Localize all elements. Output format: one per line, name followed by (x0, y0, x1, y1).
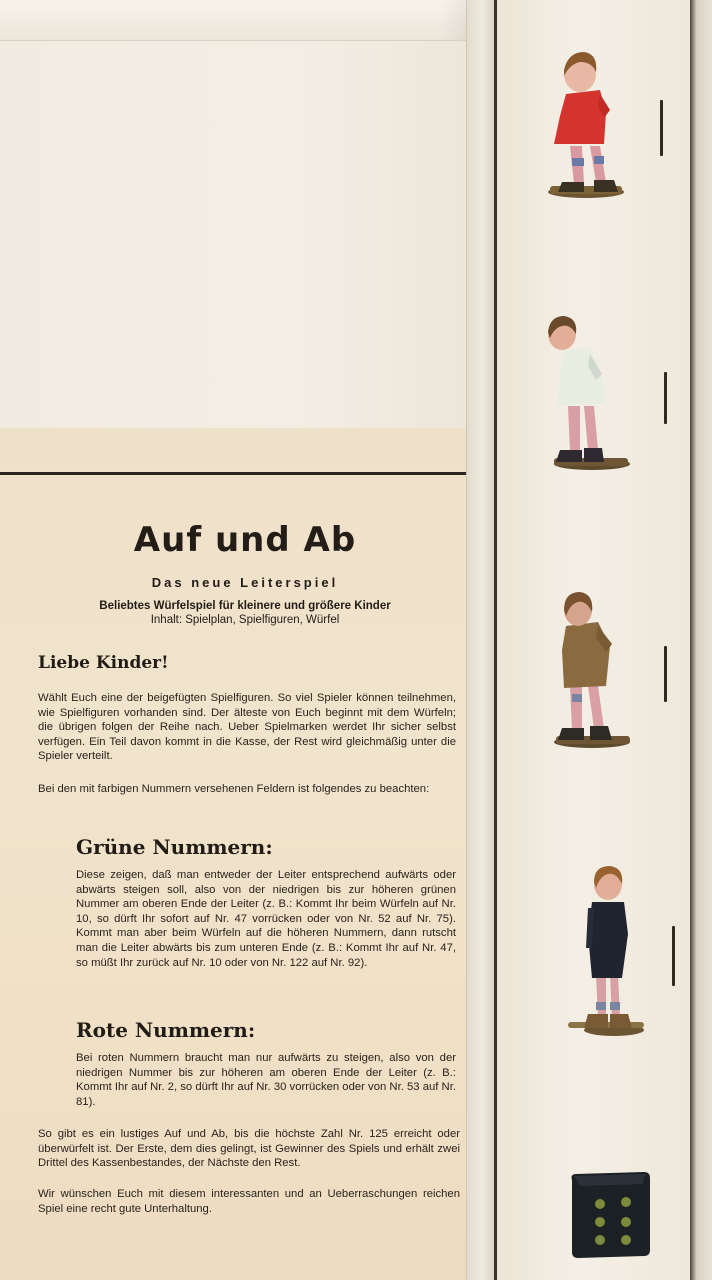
tray-slit (672, 926, 675, 986)
colored-fields-note: Bei den mit farbigen Nummern versehenen Feldern ist folgendes zu beachten: (38, 783, 430, 795)
tray-slit (660, 100, 663, 156)
closing-paragraph: So gibt es ein lustiges Auf und Ab, bis die höchste Zahl Nr. 125 erreicht oder überwürfelt ist. Der Erste, dem dies gelingt, ist Gewinner des Spiels und erhält zwei Drittel des Kassenbestandes, der Nächste den Rest. (38, 1128, 460, 1170)
boy-dark-outfit-icon (566, 864, 646, 1040)
game-tagline: Beliebtes Würfelspiel für kleinere und größere Kinder (99, 600, 391, 612)
green-numbers-heading: Grüne Nummern: (76, 835, 273, 859)
lid-top-edge (0, 0, 492, 41)
red-numbers-text: Bei roten Nummern braucht man nur aufwärts zu steigen, also von der niedrigen Nummer bis zur höheren am oberen Ende der Leiter (z. B.: Kommt Ihr auf Nr. 2, so dürft Ihr auf Nr. 30 vorrücken oder von Nr. 53 auf Nr. 81). (76, 1052, 456, 1108)
closing-wish: Wir wünschen Euch mit diesem interessanten und an Ueberraschungen reichen Spiel eine recht gute Unterhaltung. (38, 1188, 460, 1215)
green-numbers-text: Diese zeigen, daß man entweder der Leiter entsprechend aufwärts oder abwärts steigen soll, also von der niedrigen bis zur höheren grünen Nummer am oberen Ende der Leiter (z. B.: Kommt Ihr beim Würfeln auf Nr. 10, so dürft Ihr sofort auf Nr. 47 vorrücken oder von Nr. 52 auf Nr. 75). Kommt man aber beim Würfeln auf die höheren Nummern, dann rutscht man die Leiter abwärts bis zum unteren Ende (z. B.: Kommt Ihr auf Nr. 47, so müßt Ihr zurück auf Nr. 10 oder von Nr. 122 auf Nr. 92). (76, 869, 456, 969)
greeting-heading: Liebe Kinder! (38, 653, 169, 673)
tray-divider (494, 0, 497, 1280)
tray-wall (466, 0, 497, 1280)
girl-red-dress-icon (540, 46, 630, 206)
game-title: Auf und Ab (133, 520, 357, 560)
red-numbers-heading: Rote Nummern: (76, 1018, 256, 1042)
game-subtitle: Das neue Leiterspiel (151, 575, 339, 590)
intro-paragraph: Wählt Euch eine der beigefügten Spielfiguren. So viel Spieler können teilnehmen, wie Spielfiguren vorhanden sind. Der älteste von Euch beginnt mit dem Würfeln; die übrigen folgen der Reihe nach. Ueber Spielmarken werdet Ihr sicher selbst verfügen. Ein Teil davon kommt in die Kasse, der Rest wird gleichmäßig unter die Spieler verteilt. (38, 692, 456, 763)
girl-white-dress-icon (540, 314, 632, 474)
tray-right-edge (690, 0, 712, 1280)
tray-slit (664, 646, 667, 702)
box-contents: Inhalt: Spielplan, Spielfiguren, Würfel (150, 614, 340, 626)
child-brown-outfit-icon (552, 590, 634, 752)
sheet-top-rule (0, 472, 470, 475)
die-icon (566, 1170, 652, 1260)
tray-slit (664, 372, 667, 424)
